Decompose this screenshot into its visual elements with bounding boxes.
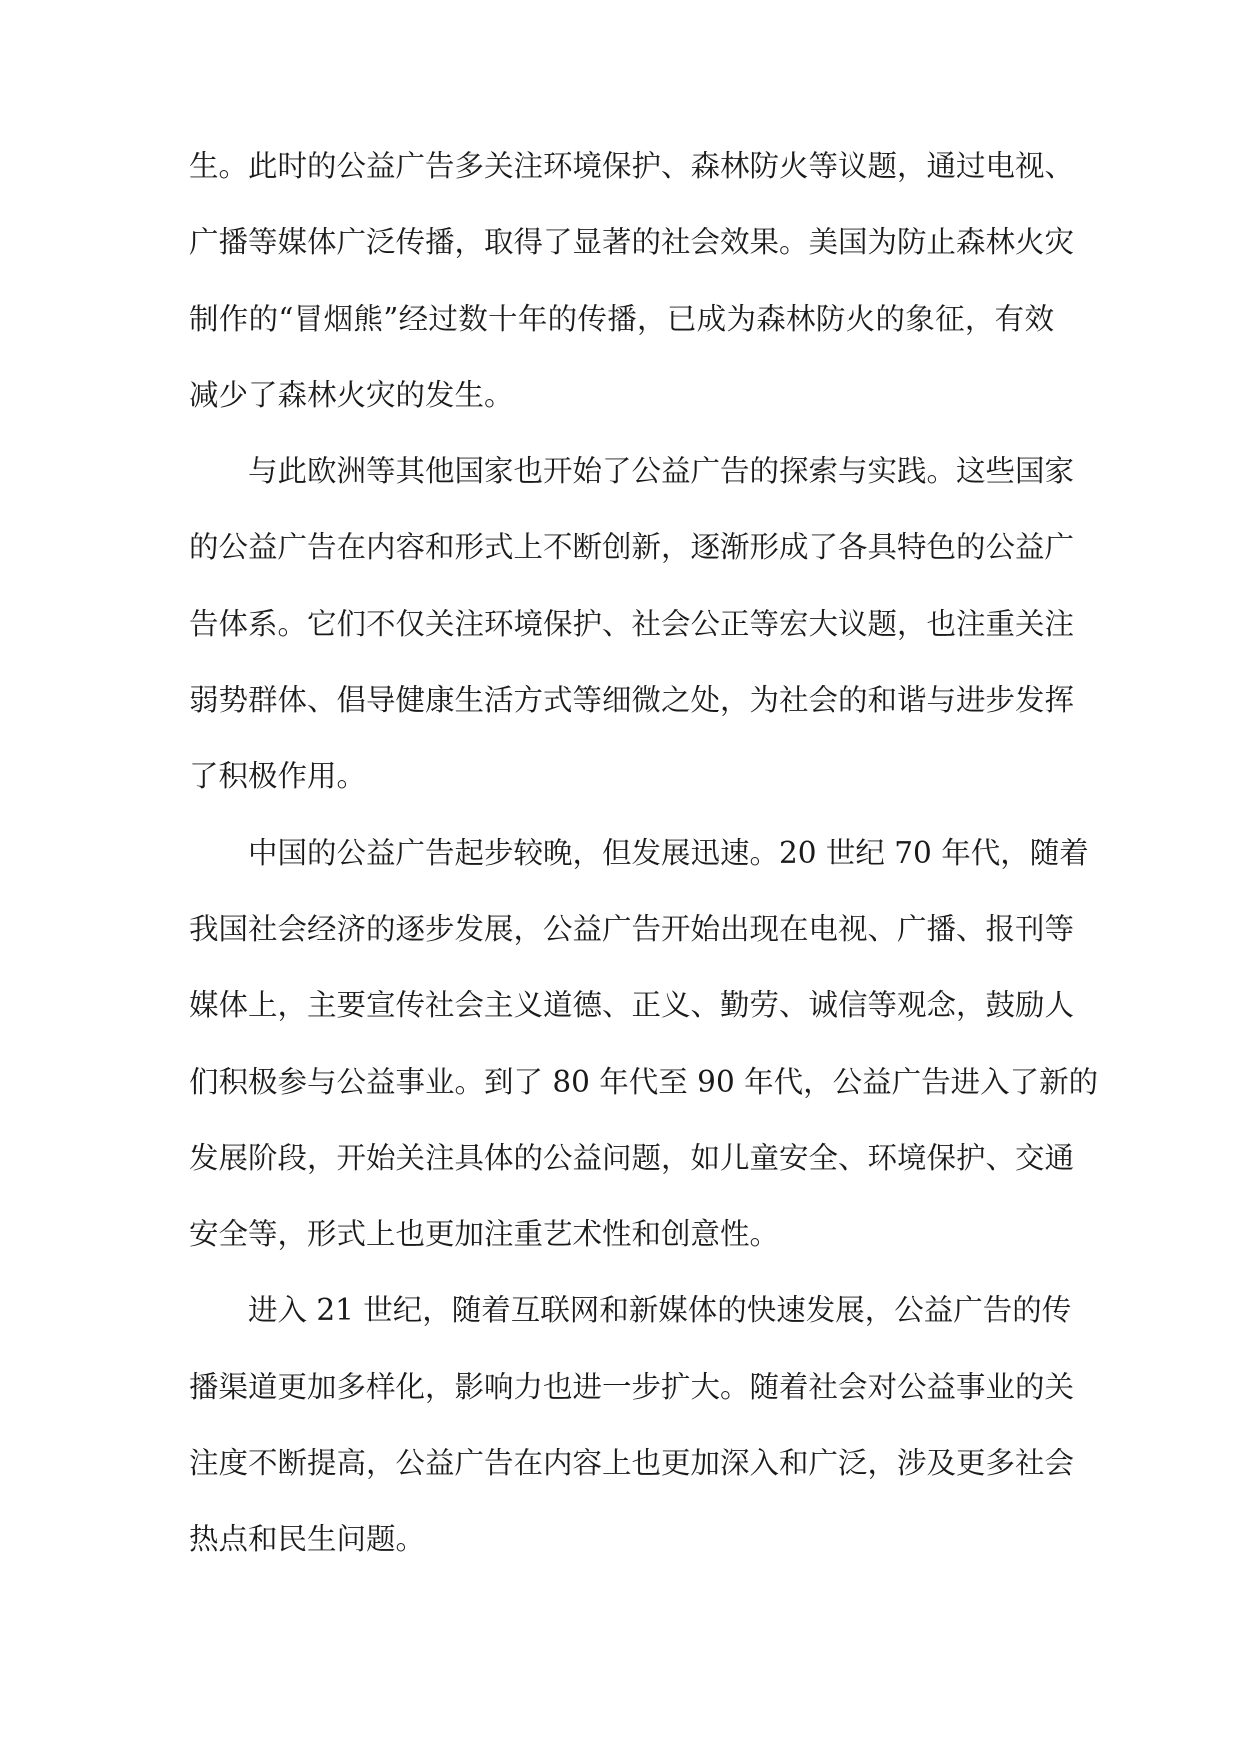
text-line: 的公益广告在内容和形式上不断创新，逐渐形成了各具特色的公益广 [189,530,1075,565]
paragraph-3 [189,815,1099,1273]
text-line: 制作的“冒烟熊”经过数十年的传播，已成为森林防火的象征，有效 [189,301,1054,336]
text-line: 们积极参与公益事业。到了 80 年代至 90 年代，公益广告进入了新的 [189,1064,1099,1099]
text-line: 生。此时的公益广告多关注环境保护、森林防火等议题，通过电视、 [189,149,1075,183]
text-line: 弱势群体、倡导健康生活方式等细微之处，为社会的和谐与进步发挥 [189,683,1075,718]
text-line: 安全等，形式上也更加注重艺术性和创意性。 [189,1217,780,1252]
paragraph-2 [189,433,1075,814]
text-line: 媒体上，主要宣传社会主义道德、正义、勤劳、诚信等观念，鼓励人 [189,988,1075,1023]
text-line: 了积极作用。 [189,759,367,794]
paragraph-1 [189,128,1075,433]
text-line: 热点和民生问题。 [189,1522,426,1557]
text-line: 注度不断提高，公益广告在内容上也更加深入和广泛，涉及更多社会 [189,1446,1075,1481]
text-line: 减少了森林火灾的发生。 [189,377,514,412]
text-line: 播渠道更加多样化，影响力也进一步扩大。随着社会对公益事业的关 [189,1369,1075,1404]
text-line: 中国的公益广告起步较晚，但发展迅速。20 世纪 70 年代，随着 [248,835,1089,870]
text-line: 发展阶段，开始关注具体的公益问题，如儿童安全、环境保护、交通 [189,1140,1075,1175]
body-text [189,128,1099,1578]
paragraph-4 [189,1272,1075,1577]
text-line: 告体系。它们不仅关注环境保护、社会公正等宏大议题，也注重关注 [189,606,1075,641]
text-line: 与此欧洲等其他国家也开始了公益广告的探索与实践。这些国家 [248,454,1075,489]
text-line: 广播等媒体广泛传播，取得了显著的社会效果。美国为防止森林火灾 [189,225,1075,260]
text-line: 进入 21 世纪，随着互联网和新媒体的快速发展，公益广告的传 [248,1293,1072,1328]
text-line: 我国社会经济的逐步发展，公益广告开始出现在电视、广播、报刊等 [189,911,1075,946]
